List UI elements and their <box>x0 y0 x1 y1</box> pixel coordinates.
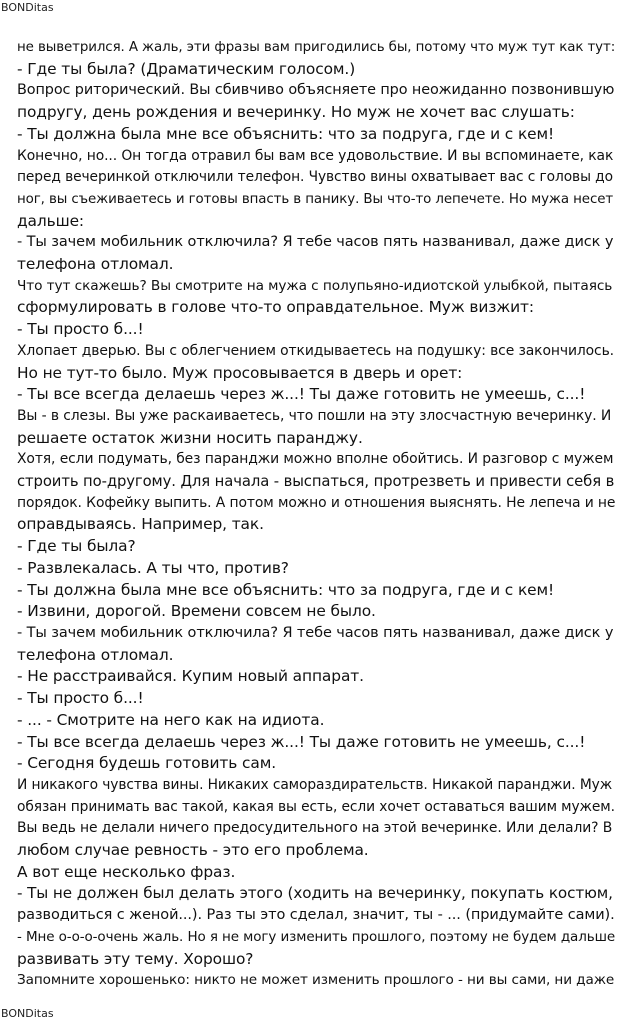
text-line: А вот еще несколько фраз. <box>17 862 236 881</box>
text-line: - Развлекалась. А ты что, против? <box>17 558 289 577</box>
page-footer: BONDitas <box>1 1007 54 1020</box>
text-line: ног, вы съеживаетесь и готовы впасть в панику. Вы что-то лепечете. Но мужа несет <box>17 191 614 207</box>
document-body <box>17 37 615 992</box>
text-line: Вы - в слезы. Вы уже раскаиваетесь, что пошли на эту злосчастную вечеринку. И <box>17 407 612 424</box>
text-line: дальше: <box>17 211 85 230</box>
text-line: - ... - Смотрите на него как на идиота. <box>17 710 325 729</box>
text-line: Вы ведь не делали ничего предосудительного на этой вечеринке. Или делали? В <box>17 820 613 837</box>
text-line: Хлопает дверью. Вы с облегчением откидываетесь на подушку: все закончилось. <box>17 342 614 359</box>
text-line: - Ты все всегда делаешь через ж...! Ты даже готовить не умеешь, с...! <box>17 732 586 751</box>
text-line: любом случае ревность - это его проблема. <box>17 841 369 860</box>
text-line: - Где ты была? <box>17 537 136 556</box>
text-line: - Ты просто б...! <box>17 320 144 339</box>
text-line: телефона отломал. <box>17 645 174 664</box>
text-line: строить по-другому. Для начала - выспаться, протрезветь и привести себя в <box>17 473 615 491</box>
page-header: BONDitas <box>1 1 54 14</box>
text-line: Что тут скажешь? Вы смотрите на мужа с полупьяно-идиотской улыбкой, пытаясь <box>17 277 613 294</box>
text-line: разводиться с женой...). Раз ты это сделал, значит, ты - ... (придумайте сами). <box>17 907 615 924</box>
text-line: не выветрился. А жаль, эти фразы вам пригодились бы, потому что муж тут как тут: <box>17 40 616 55</box>
text-line: развивать эту тему. Хорошо? <box>17 949 254 968</box>
text-line: - Мне о-о-о-очень жаль. Но я не могу изменить прошлого, поэтому не будем дальше <box>17 928 616 945</box>
text-line: - Ты зачем мобильник отключила? Я тебе часов пять названивал, даже диск у <box>17 234 614 251</box>
text-line: сформулировать в голове что-то оправдательное. Муж визжит: <box>17 298 534 317</box>
text-line: - Ты все всегда делаешь через ж...! Ты даже готовить не умеешь, с...! <box>17 385 586 404</box>
text-line: телефона отломал. <box>17 255 174 274</box>
text-line: Хотя, если подумать, без паранджи можно вполне обойтись. И разговор с мужем <box>17 451 614 468</box>
text-line: оправдываясь. Например, так. <box>17 515 264 534</box>
text-line: - Не расстраивайся. Купим новый аппарат. <box>17 667 364 686</box>
text-line: Запомните хорошенько: никто не может изменить прошлого - ни вы сами, ни даже <box>17 972 615 989</box>
text-line: - Ты просто б...! <box>17 689 144 708</box>
text-line: подругу, день рождения и вечеринку. Но муж не хочет вас слушать: <box>17 103 575 122</box>
text-line: порядок. Кофейку выпить. А потом можно и отношения выяснять. Не лепеча и не <box>17 494 616 511</box>
text-line: - Ты не должен был делать этого (ходить на вечеринку, покупать костюм, <box>17 884 613 903</box>
text-line: Вопрос риторический. Вы сбивчиво объясняете про неожиданно позвонившую <box>17 82 615 99</box>
text-line: - Извини, дорогой. Времени совсем не было. <box>17 602 376 621</box>
text-line: Но не тут-то было. Муж просовывается в дверь и орет: <box>17 363 463 382</box>
text-line: - Ты должна была мне все объяснить: что за подруга, где и с кем! <box>17 580 555 599</box>
text-line: решаете остаток жизни носить паранджу. <box>17 428 363 447</box>
text-line: - Где ты была? (Драматическим голосом.) <box>17 59 356 78</box>
text-line: - Сегодня будешь готовить сам. <box>17 754 277 773</box>
text-line: - Ты зачем мобильник отключила? Я тебе часов пять названивал, даже диск у <box>17 624 614 641</box>
text-line: - Ты должна была мне все объяснить: что за подруга, где и с кем! <box>17 124 555 143</box>
text-line: перед вечеринкой отключили телефон. Чувство вины охватывает вас с головы до <box>17 169 613 186</box>
text-line: обязан принимать вас такой, какая вы есть, если хочет оставаться вашим мужем. <box>17 798 615 815</box>
text-line: И никакого чувства вины. Никаких самораздирательств. Никакой паранджи. Муж <box>17 776 613 793</box>
text-line: Конечно, но... Он тогда отравил бы вам все удовольствие. И вы вспоминаете, как <box>17 147 614 164</box>
